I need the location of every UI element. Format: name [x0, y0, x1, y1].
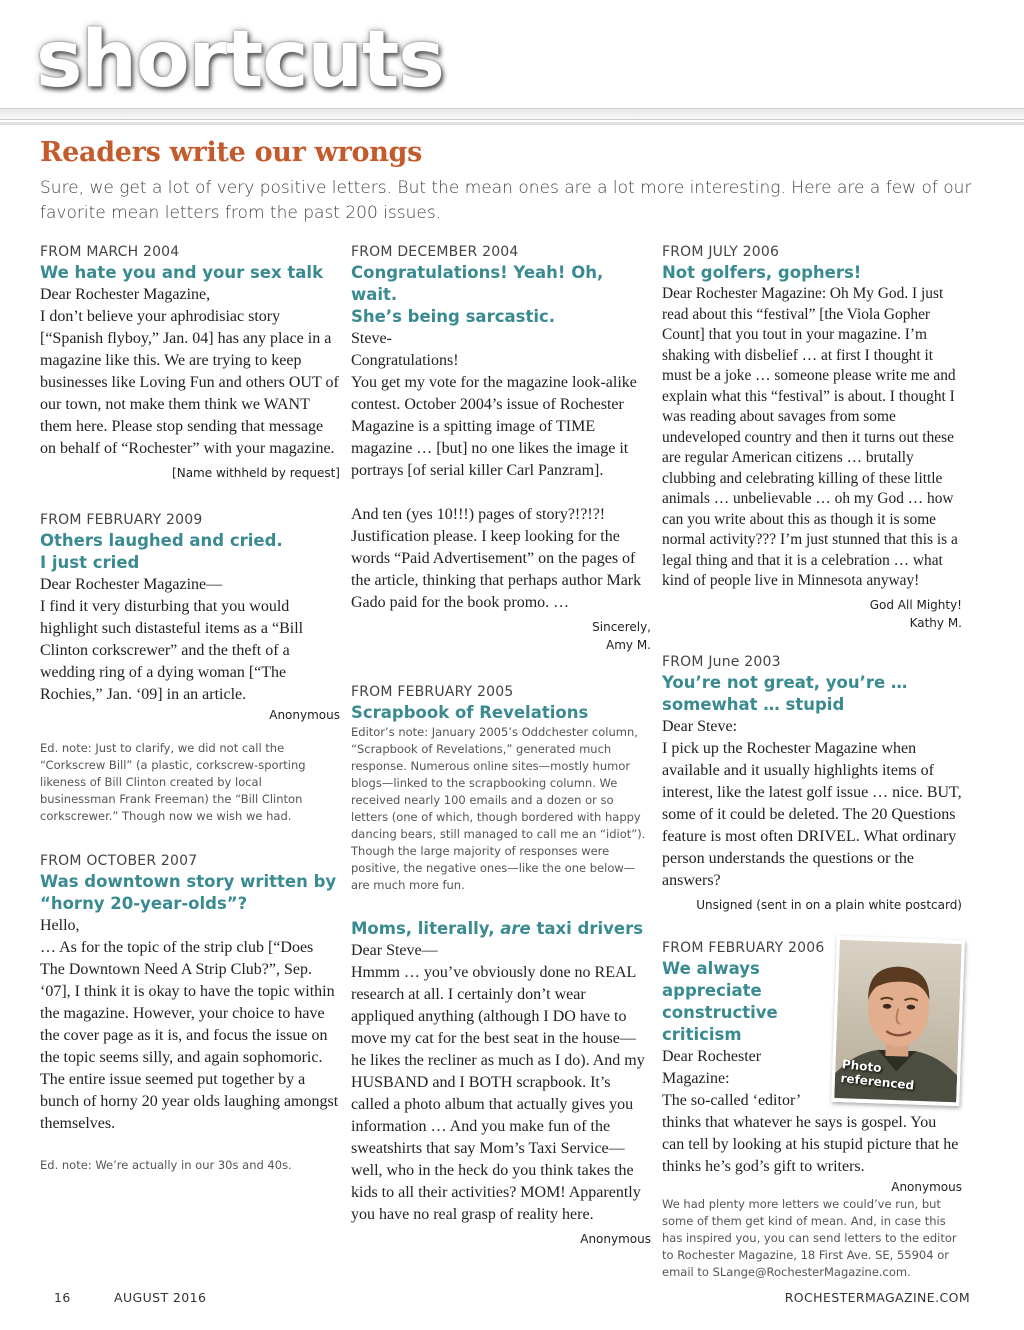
letter-title-line-2: somewhat … stupid	[662, 694, 845, 714]
letter-paragraph: I don’t believe your aphrodisiac story [“Spanish flyboy,” Jan. 04] has any place in a magazine like this. We are trying to keep businesses like Loving Fun and others OUT of our town, not make them think we WANT them here. Please stop sending that message on behalf of “Rochester” with your magazine.	[40, 308, 339, 457]
letter-date: FROM FEBRUARY 2005	[351, 684, 514, 700]
letter-date: FROM June 2003	[662, 653, 781, 670]
letter-title-line-1: Others laughed and cried.	[40, 531, 283, 550]
letter-paragraph: Dear Rochester Magazine,	[40, 286, 211, 303]
letter-july-2006	[662, 242, 962, 632]
letter-title-line-1: We always appreciate	[662, 958, 762, 1000]
letter-paragraph: And ten (yes 10!!!) pages of story?!?!?! Justification please. I keep looking for the words “Paid Advertisement” on the pages of the article, thinking that perhaps author Mark Gado paid for the book promo. …	[351, 506, 642, 611]
letter-march-2004	[40, 242, 340, 482]
website-url: ROCHESTERMAGAZINE.COM	[784, 1290, 970, 1305]
section-title: shortcuts	[36, 15, 444, 105]
letter-signature: Anonymous	[269, 708, 340, 722]
letter-date: FROM MARCH 2004	[40, 244, 180, 260]
letter-title-line-1: You’re not great, you’re …	[662, 672, 908, 692]
letter-paragraph: I find it very disturbing that you would highlight such distasteful items as a “Bill Clinton corkscrewer” and the theft of a wedding ring of a dying woman [“The Rochies,” Jan. ‘09] in an article.	[40, 598, 304, 703]
letter-title: Scrapbook of Revelations	[351, 703, 589, 722]
letter-paragraph: Dear Rochester Magazine:	[662, 1047, 762, 1087]
letter-signature: [Name withheld by request]	[172, 466, 340, 480]
letter-paragraph: … As for the topic of the strip club [“Does The Downtown Need A Strip Club?”, Sep. ‘07], I think it is okay to have the topic within the magazine. However, your choice to have the cover page as it is, and focus the issue on the topic seems silly, and again sophomoric. The entire issue seemed put together by a bunch of horny 20 year olds laughing amongst themselves.	[40, 939, 339, 1132]
letter-title: We hate you and your sex talk	[40, 263, 324, 282]
letter-paragraph: Dear Steve:	[662, 717, 738, 735]
letter-paragraph: Dear Rochester Magazine: Oh My God. I just read about this “festival” [the Viola Gopher Count] that you tout in your magazine. I’m shaking with disbelief … at first I thought it must be a joke … someone please write me and explain what this “festival” is about. I thought I was reading about savages from some undeveloped country and then it turns out these are regular American citizens … brutally clubbing and celebrating killing of these little animals … unbelievable … oh my God … how can you write about this as though it is some normal activity??? I’m just stunned that this is a legal thing and that it is a celebration … what kind of people live in Minnesota anyway!	[662, 285, 958, 589]
editor-note: Ed. note: Just to clarify, we did not call the “Corkscrew Bill” (a plastic, corkscrew-sporting likeness of Bill Clinton created by local businessman Frank Freeman) the “Bill Clinton corkscrewer.” Though now we wish we had.	[40, 741, 306, 823]
article-headline: Readers write our wrongs	[40, 137, 423, 168]
letter-body	[40, 284, 340, 460]
header-rule-thin	[0, 122, 1024, 125]
letter-february-2006	[662, 938, 962, 1281]
letter-body	[40, 574, 340, 706]
closing-note: We had plenty more letters we could’ve run, but some of them get kind of mean. And, in case this has inspired you, you can send letters to the editor to Rochester Magazine, 18 First Ave. SE, 55904 or email to SLange@RochesterMagazine.com.	[662, 1196, 957, 1279]
letter-paragraph: Congratulations!	[351, 352, 459, 369]
column-3	[662, 240, 962, 1281]
letter-title-line-1: Was downtown story written by	[40, 872, 337, 891]
editor-note: Ed. note: We’re actually in our 30s and 40s.	[40, 1158, 292, 1172]
letter-signature-line-2: Kathy M.	[909, 615, 962, 630]
letter-february-2009	[40, 510, 340, 825]
letter-body-part-1	[351, 328, 651, 482]
letter-body	[662, 284, 962, 592]
letter-title: Not golfers, gophers!	[662, 263, 862, 282]
letter-date: FROM FEBRUARY 2006	[662, 939, 825, 956]
letter-body	[40, 915, 340, 1135]
letter-title-line-2: I just cried	[40, 553, 140, 572]
letter-title	[351, 918, 651, 940]
letter-paragraph: The so-called ‘editor’ thinks that whatever he says is gospel. You can tell by looking at his stupid picture that he thinks he’s god’s gift to writers.	[662, 1091, 959, 1175]
letter-paragraph: You get my vote for the magazine look-alike contest. October 2004’s issue of Rochester Magazine is a spitting image of TIME magazine … [but] no one likes the image it portrays [of serial killer Carl Panzram].	[351, 374, 637, 479]
letter-signature-line-2: Amy M.	[606, 638, 651, 652]
letter-paragraph: Steve-	[351, 330, 392, 347]
letter-title-line-1: Congratulations! Yeah! Oh, wait.	[351, 263, 604, 304]
letter-title-part-3: taxi drivers	[536, 919, 644, 938]
letter-date: FROM JULY 2006	[662, 244, 780, 260]
letter-taxi-drivers	[351, 918, 651, 1248]
column-1	[40, 240, 340, 1174]
header-rule	[0, 108, 1024, 120]
letter-paragraph: Hmmm … you’ve obviously done no REAL research at all. I certainly don’t wear appliqued anything (although I DO have to move my cat for the best seat in the house— he likes the recliner as much as I do). And my HUSBAND and I BOTH scrapbook. It’s called a photo album that actually gives you information … And you make fun of the sweatshirts that say Mom’s Taxi Service— well, who in the heck do you think takes the kids to all their activities? MOM! Apparently you have no real grasp of reality here.	[351, 964, 645, 1223]
letter-title-emphasis: are	[500, 919, 531, 938]
letter-date: FROM DECEMBER 2004	[351, 244, 519, 260]
letter-february-2005	[351, 682, 651, 894]
column-2	[351, 240, 651, 1248]
letter-october-2007	[40, 851, 340, 1174]
letter-date: FROM OCTOBER 2007	[40, 853, 198, 869]
letter-title-part-1: Moms, literally,	[351, 919, 495, 938]
editor-photo	[831, 935, 965, 1105]
letter-paragraph: Dear Rochester Magazine—	[40, 576, 223, 593]
page-number: 16	[54, 1290, 71, 1305]
letter-december-2004	[351, 242, 651, 654]
letter-paragraph: Hello,	[40, 917, 80, 934]
article-intro: Sure, we get a lot of very positive letters. But the mean ones are a lot more interesting. Here are a few of our favorite mean letters from the past 200 issues.	[40, 178, 972, 223]
letter-paragraph: Dear Steve—	[351, 942, 438, 959]
letter-title-line-2: “horny 20-year-olds”?	[40, 894, 248, 913]
letter-signature-line-1: Sincerely,	[592, 620, 651, 634]
letter-title-line-2: She’s being sarcastic.	[351, 307, 556, 326]
letter-body-part-2	[351, 504, 651, 614]
letter-body	[351, 940, 651, 1226]
issue-date: AUGUST 2016	[114, 1290, 207, 1305]
letter-signature: Unsigned (sent in on a plain white postcard)	[696, 897, 962, 912]
editor-note: Editor’s note: January 2005’s Oddchester column, “Scrapbook of Revelations,” generated much response. Numerous online sites—mostly humor blogs—linked to the scrapbooking column. We received nearly 100 emails and a dozen or so letters (one of which, though bordered with happy dancing bears, still managed to call me an “idiot”). Though the large majority of responses were positive, the negative ones—like the one below— are much more fun.	[351, 725, 646, 892]
letter-title-line-2: constructive	[662, 1002, 778, 1022]
page-header	[0, 0, 1024, 128]
letter-paragraph: I pick up the Rochester Magazine when available and it usually highlights items of interest, like the latest golf issue … nice. BUT, some of it could be deleted. The 20 Questions feature is most often DRIVEL. What ordinary person understands the questions or the answers?	[662, 739, 962, 889]
letter-signature: Anonymous	[580, 1232, 651, 1246]
letter-title-line-3: criticism	[662, 1024, 742, 1044]
photo-caption: Photo referenced	[839, 1056, 915, 1093]
letter-june-2003	[662, 652, 962, 914]
letter-body	[662, 716, 962, 892]
letter-signature-line-1: God All Mighty!	[869, 597, 962, 612]
letter-date: FROM FEBRUARY 2009	[40, 512, 203, 528]
letter-signature: Anonymous	[891, 1179, 962, 1194]
